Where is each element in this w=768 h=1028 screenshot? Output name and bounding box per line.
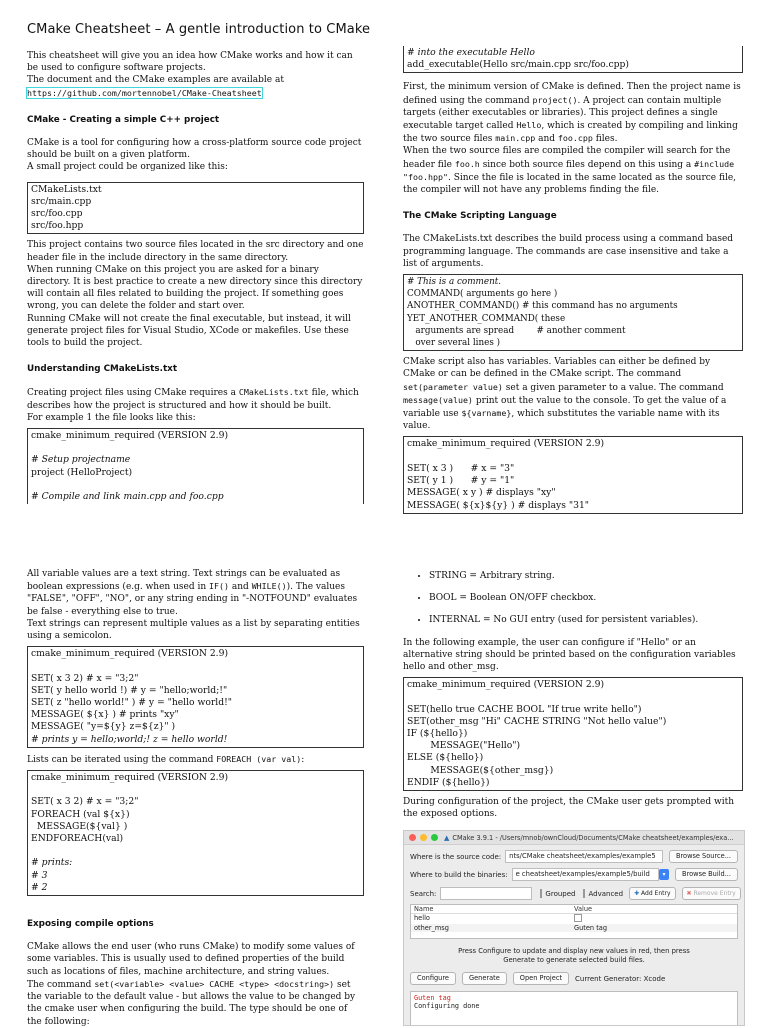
paragraph: This project contains two source files located in the src directory and one header file in the include directory in the same directory. When running CMake on this project you are asked for a binary directory. It is best practice to create a new directory since this directory will contain all files related to building the project. If something goes wrong, you can delete the folder and start over. Running CMake will not create the final executable, but instead, it will generate project files for Visual Studio, XCode or makefiles. Use these tools to build the project. (27, 240, 364, 349)
code-line: project (HelloProject) (31, 466, 133, 478)
cmake-gui-screenshot (403, 830, 745, 1026)
code-line: cmake_minimum_required (VERSION 2.9) (31, 430, 229, 442)
code-block-example1-cont (403, 46, 743, 73)
hello-checkbox[interactable] (574, 914, 582, 922)
code-line: YET_ANOTHER_COMMAND( these (407, 313, 566, 324)
binary-path-field[interactable]: e cheatsheet/examples/example5/build (512, 868, 659, 881)
advanced-label: Advanced (588, 889, 624, 898)
column-header-name[interactable]: Name (414, 905, 434, 913)
code-line: MESSAGE(${val} ) (31, 820, 128, 832)
code-line: over several lines ) (407, 338, 501, 349)
code-line: MESSAGE( "y=${y} z=${z}" ) (31, 721, 176, 733)
code-block-variables (403, 436, 743, 513)
list-item: • BOOL = Boolean ON/OFF checkbox. (429, 592, 743, 604)
code-line: MESSAGE(${other_msg}) (407, 764, 554, 776)
github-link[interactable]: https://github.com/mortennobel/CMake-Cheatsheet (27, 87, 262, 98)
page-title: CMake Cheatsheet – A gentle introduction to CMake (27, 22, 371, 37)
paragraph: CMake is a tool for configuring how a cross-platform source code project should be built on a given platform. A small project could be organized like this: (27, 138, 362, 173)
code-line: cmake_minimum_required (VERSION 2.9) (407, 438, 605, 450)
intro-paragraph: This cheatsheet will give you an idea how CMake works and how it can be used to configure software projects. The document and the CMake examples are available at https://github.com/mortennobel/CMake-Cheatsheet (27, 51, 353, 98)
code-line: COMMAND( arguments go here ) (407, 289, 558, 300)
code-line (31, 660, 360, 672)
code-line: # 2 (31, 881, 48, 893)
code-line: SET( x 3 ) # x = "3" (407, 462, 515, 474)
code-line: IF (${hello}) (407, 728, 468, 740)
action-row (404, 972, 744, 985)
code-line: ENDIF (${hello}) (407, 776, 490, 788)
code-line: FOREACH (val ${x}) (31, 808, 130, 820)
browse-source-button[interactable]: Browse Source... (669, 850, 738, 863)
remove-entry-button[interactable]: ✖ Remove Entry (682, 887, 741, 900)
maximize-window-icon[interactable] (431, 834, 438, 841)
generate-button[interactable]: Generate (462, 972, 507, 985)
code-block-cache (403, 677, 743, 791)
output-line: Guten tag (414, 994, 451, 1002)
grouped-label: Grouped (545, 889, 576, 898)
list-item: • INTERNAL = No GUI entry (used for persistent variables). (429, 614, 743, 626)
paragraph: All variable values are a text string. Text strings can be evaluated as boolean expressions (e.g. when used in IF() and WHILE()). The values "FALSE", "OFF", "NO", or any string ending in "-NOTFOUND" evaluates be false - everything else to true. Text strings can represent multiple values as a list by separating entities using a semicolon. (27, 569, 360, 642)
code-line: # prints y = hello;world;! z = hello world! (31, 733, 228, 745)
paragraph: The CMakeLists.txt describes the build process using a command based programming language. The commands are case insensitive and take a list of arguments. (403, 234, 734, 269)
cell-value: Guten tag (574, 924, 608, 932)
code-line: ELSE (${hello}) (407, 752, 484, 764)
code-line: arguments are spread # another comment (407, 325, 626, 336)
paragraph: First, the minimum version of CMake is defined. Then the project name is defined using the command project(). A project can contain multiple targets (either executables or libraries). This project defines a single executable target called Hello, which is created by compiling and linking the two source files main.cpp and foo.cpp files. When the two source files are compiled the compiler will search for the header file foo.h since both source files depend on this using a #include "foo.hpp". Since the file is located in the same located as the source file, the compiler will not have any problems finding the file. (403, 82, 741, 196)
file-list-box (27, 182, 364, 235)
search-label: Search: (410, 889, 437, 898)
code-line: # Setup projectname (31, 454, 131, 466)
grouped-checkbox[interactable] (540, 889, 542, 898)
paragraph: CMake allows the end user (who runs CMake) to modify some values of some variables. This is usually used to defined properties of the build such as locations of files, machine architecture, and string values. The command set(<variable> <value> CACHE <type> <docstring>) set the variable to the default value - but allows the value to be changed by the cmake user when configuring the build. The type should be one of the following: (27, 942, 356, 1027)
cell-name: hello (414, 914, 430, 922)
configure-button[interactable]: Configure (410, 972, 456, 985)
code-line (31, 442, 360, 454)
paragraph: In the following example, the user can configure if "Hello" or an alternative string should be printed based on the configuration variables hello and other_msg. (403, 637, 736, 673)
code-line: # into the executable Hello (407, 47, 535, 58)
add-entry-button[interactable]: ✚ Add Entry (629, 887, 675, 900)
page2-right-column (403, 568, 743, 820)
column-header-value[interactable]: Value (574, 905, 593, 913)
code-line: SET( y hello world !) # y = "hello;world;!" (31, 684, 228, 696)
paragraph: CMake script also has variables. Variables can either be defined by CMake or can be defined in the CMake script. The command set(parameter value) set a given parameter to a value. The command message(value) print out the value to the console. To get the value of a variable use ${varname}, which substitutes the variable name with its value. (403, 357, 727, 432)
section-heading-cmakelists: Understanding CMakeLists.txt (27, 364, 178, 375)
code-line: MESSAGE("Hello") (407, 740, 521, 752)
code-line: cmake_minimum_required (VERSION 2.9) (31, 772, 229, 784)
code-line: SET( x 3 2) # x = "3;2" (31, 672, 139, 684)
output-log[interactable] (410, 991, 738, 1026)
cache-table (410, 904, 738, 939)
code-line (31, 784, 360, 796)
remove-icon: ✖ (686, 890, 692, 897)
code-line (407, 691, 739, 703)
search-input[interactable] (440, 887, 532, 900)
paragraph: During configuration of the project, the CMake user gets prompted with the exposed options. (403, 797, 734, 820)
code-line: MESSAGE( ${x}${y} ) # displays "31" (407, 499, 590, 511)
code-line (31, 479, 360, 491)
code-line: # 3 (31, 869, 48, 881)
source-path-field[interactable]: nts/CMake cheatsheet/examples/example5 (505, 850, 663, 863)
source-label: Where is the source code: (410, 852, 502, 861)
page2-left-column (27, 568, 364, 1028)
code-line (31, 845, 360, 857)
cmake-logo-icon: ▲ (444, 833, 450, 842)
minimize-window-icon[interactable] (420, 834, 427, 841)
code-block-lists (27, 646, 364, 748)
window-titlebar (404, 831, 744, 845)
code-line: ANOTHER_COMMAND() # this command has no arguments (407, 301, 678, 312)
plus-icon: ✚ (634, 890, 640, 897)
open-project-button[interactable]: Open Project (513, 972, 569, 985)
current-generator: Current Generator: Xcode (575, 974, 666, 983)
table-row[interactable] (411, 914, 737, 924)
advanced-checkbox[interactable] (583, 889, 585, 898)
code-block-foreach (27, 770, 364, 896)
search-row (404, 887, 744, 900)
code-line: SET( z "hello world!" ) # y = "hello world!" (31, 697, 233, 709)
code-line: SET(other_msg "Hi" CACHE STRING "Not hello value") (407, 715, 667, 727)
file-item: src/foo.hpp (31, 220, 84, 232)
source-row (404, 850, 744, 863)
output-line: Configuring done (414, 1002, 480, 1010)
table-header (411, 905, 737, 914)
file-item: src/main.cpp (31, 195, 92, 207)
code-line: # This is a comment. (407, 277, 502, 288)
code-line: SET( x 3 2) # x = "3;2" (31, 796, 139, 808)
binary-dropdown-icon[interactable]: ▾ (659, 869, 669, 880)
cell-value (574, 914, 737, 924)
binary-row (404, 868, 744, 881)
code-line: # prints: (31, 857, 73, 869)
table-row[interactable] (411, 924, 737, 932)
section-heading-compile-options: Exposing compile options (27, 919, 154, 930)
file-item: CMakeLists.txt (31, 183, 102, 195)
code-line: cmake_minimum_required (VERSION 2.9) (407, 679, 605, 691)
binary-label: Where to build the binaries: (410, 870, 508, 879)
configure-hint: Press Configure to update and display new values in red, then press Generate to generate selected build files. (458, 947, 690, 964)
cell-name: other_msg (414, 924, 449, 932)
code-line: # Compile and link main.cpp and foo.cpp (31, 491, 224, 503)
paragraph: Lists can be iterated using the command FOREACH (var val): (27, 753, 305, 765)
type-list (403, 570, 743, 627)
code-line: ENDFOREACH(val) (31, 833, 124, 845)
section-heading-scripting: The CMake Scripting Language (403, 211, 557, 222)
code-line: SET( y 1 ) # y = "1" (407, 475, 515, 487)
close-window-icon[interactable] (409, 834, 416, 841)
file-item: src/foo.cpp (31, 208, 83, 220)
code-line: MESSAGE( ${x} ) # prints "xy" (31, 709, 179, 721)
section-heading-simple-project: CMake - Creating a simple C++ project (27, 114, 220, 125)
code-block-commands (403, 274, 743, 351)
page1-left-column (27, 50, 364, 509)
code-line: SET(hello true CACHE BOOL "If true write hello") (407, 703, 642, 715)
code-line (407, 451, 739, 463)
code-line: MESSAGE( x y ) # displays "xy" (407, 487, 556, 499)
code-line: cmake_minimum_required (VERSION 2.9) (31, 648, 229, 660)
browse-build-button[interactable]: Browse Build... (675, 868, 738, 881)
code-line: add_executable(Hello src/main.cpp src/foo.cpp) (407, 59, 629, 71)
list-item: • STRING = Arbitrary string. (429, 570, 743, 582)
page1-right-column (403, 46, 743, 519)
code-block-example1 (27, 428, 364, 504)
window-title: CMake 3.9.1 - /Users/mnob/ownCloud/Documents/CMake cheatsheet/examples/exa... (452, 833, 734, 842)
paragraph: Creating project files using CMake requires a CMakeLists.txt file, which describes how the project is structured and how it should be built. For example 1 the file looks like this: (27, 387, 359, 423)
